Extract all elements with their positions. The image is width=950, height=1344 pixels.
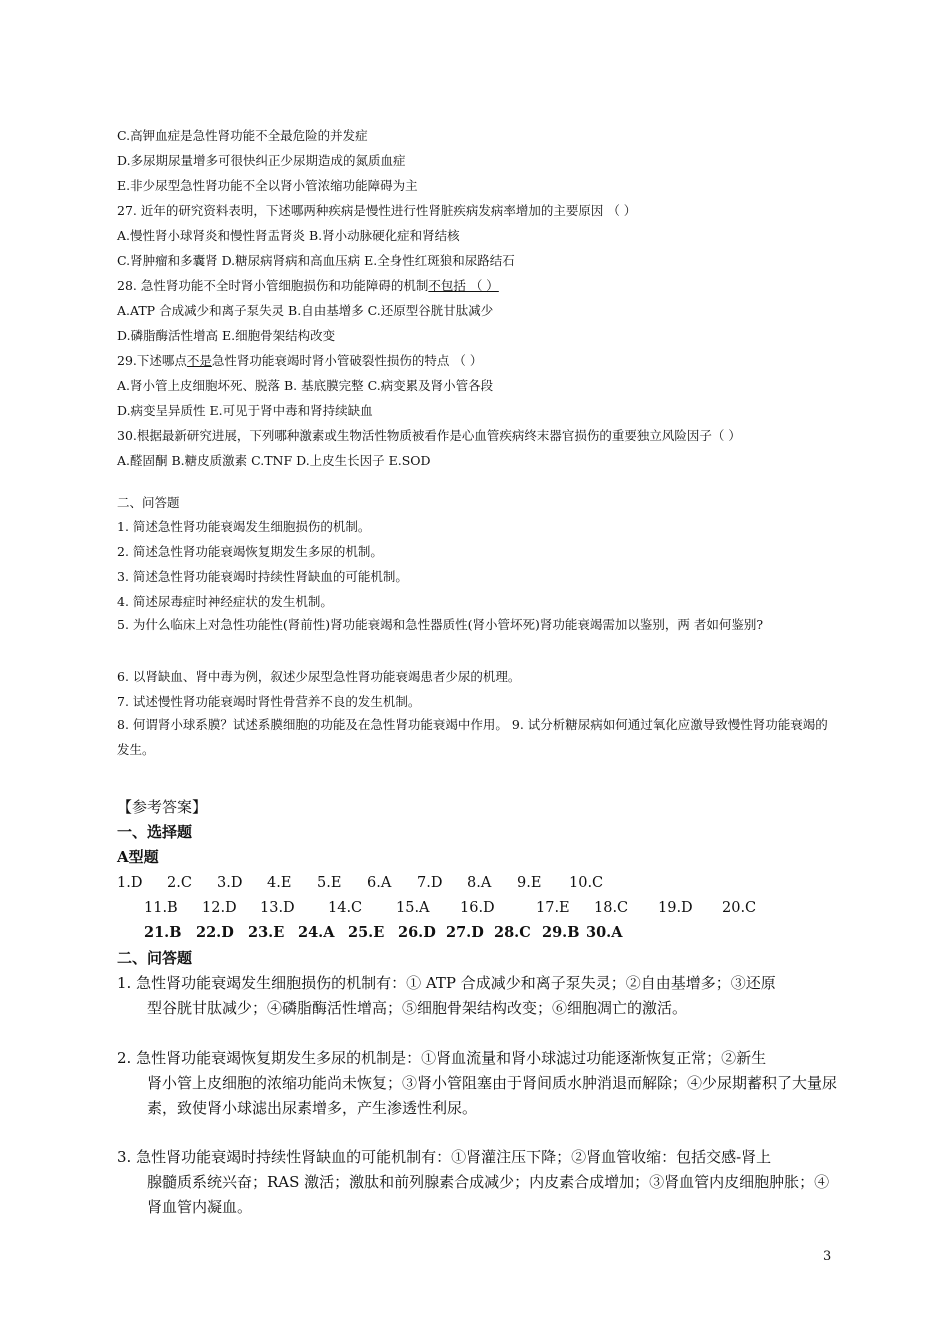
- answers-section-choice: 一、选择题: [117, 823, 193, 841]
- question-28-text: 28. 急性肾功能不全时肾小管细胞损伤和功能障碍的机制: [117, 278, 429, 293]
- answer-key: 6.A: [367, 875, 392, 891]
- question-28-options-b: D.磷脂酶活性增高 E.细胞骨架结构改变: [117, 328, 336, 343]
- answer-key: 22.D: [196, 924, 234, 941]
- short-answer-item: 6. 以肾缺血、肾中毒为例，叙述少尿型急性肾功能衰竭患者少尿的机理。: [117, 669, 521, 684]
- short-answer-title: 二、问答题: [117, 495, 180, 510]
- short-answer-item: 5. 为什么临床上对急性功能性(肾前性)肾功能衰竭和急性器质性(肾小管坏死)肾功能衰竭需加以鉴别，两 者如何鉴别?: [117, 617, 764, 632]
- answer-key: 11.B: [144, 900, 178, 916]
- answer-key-row-1: [117, 873, 603, 893]
- question-29: [117, 353, 482, 369]
- answer-key: 19.D: [658, 900, 693, 916]
- short-answer-item: 8. 何谓肾小球系膜？试述系膜细胞的功能及在急性肾功能衰竭中作用。 9. 试分析糖尿病如何通过氧化应激导致慢性肾功能衰竭的发生。: [117, 717, 828, 757]
- question-29-underlined: 不是: [186, 353, 212, 368]
- answer-key: 15.A: [396, 900, 430, 916]
- question-28-underlined: 不包括 （ ）: [428, 278, 499, 293]
- answer-key: 16.D: [460, 900, 495, 916]
- answer-key: 12.D: [202, 900, 237, 916]
- answer-1-first-line: 1. 急性肾功能衰竭发生细胞损伤的机制有：① ATP 合成减少和离子泵失灵；②自由基增多；③还原: [117, 974, 776, 992]
- answer-key: 26.D: [398, 924, 436, 941]
- question-29-options-b: D.病变呈异质性 E.可见于肾中毒和肾持续缺血: [117, 403, 373, 418]
- answer-key: 5.E: [317, 875, 342, 891]
- question-29-pre: 29.下述哪点: [117, 353, 187, 368]
- page-number: 3: [823, 1249, 832, 1264]
- answer-key: 17.E: [536, 900, 570, 916]
- answer-key: 1.D: [117, 875, 143, 891]
- mcq-option-line: E.非少尿型急性肾功能不全以肾小管浓缩功能障碍为主: [117, 178, 418, 193]
- question-28-options-a: A.ATP 合成减少和离子泵失灵 B.自由基增多 C.还原型谷胱甘肽减少: [117, 303, 494, 318]
- question-29-post: 急性肾功能衰竭时肾小管破裂性损伤的特点 （ ）: [211, 353, 483, 368]
- mcq-option-line: D.多尿期尿量增多可很快纠正少尿期造成的氮质血症: [117, 153, 406, 168]
- answer-3-rest: 腺髓质系统兴奋；RAS 激活；激肽和前列腺素合成减少；内皮素合成增加；③肾血管内皮细胞肿胀；④肾血管内凝血。: [147, 1173, 830, 1216]
- answers-section-short: 二、问答题: [117, 949, 193, 967]
- answer-key: 14.C: [328, 900, 363, 916]
- question-27: 27. 近年的研究资料表明，下述哪两种疾病是慢性进行性肾脏疾病发病率增加的主要原因 （ ）: [117, 203, 637, 218]
- answer-key: 9.E: [517, 875, 542, 891]
- question-29-options-a: A.肾小管上皮细胞坏死、脱落 B. 基底膜完整 C.病变累及肾小管各段: [117, 378, 494, 393]
- answer-paragraph-3: [117, 1145, 837, 1220]
- question-27-options-a: A.慢性肾小球肾炎和慢性肾盂肾炎 B.肾小动脉硬化症和肾结核: [117, 228, 460, 243]
- answer-2-rest: 肾小管上皮细胞的浓缩功能尚未恢复；③肾小管阻塞由于肾间质水肿消退而解除；④少尿期蓄积了大量尿素，致使肾小球滤出尿素增多，产生渗透性利尿。: [147, 1074, 838, 1117]
- answer-key-row-3: [144, 923, 622, 943]
- answer-1-rest: 型谷胱甘肽减少；④磷脂酶活性增高；⑤细胞骨架结构改变；⑥细胞凋亡的激活。: [147, 999, 688, 1017]
- short-answer-item: 2. 简述急性肾功能衰竭恢复期发生多尿的机制。: [117, 544, 383, 559]
- mcq-option-line: C.高钾血症是急性肾功能不全最危险的并发症: [117, 128, 368, 143]
- answers-title: 【参考答案】: [117, 798, 208, 816]
- answer-key: 13.D: [260, 900, 295, 916]
- answer-key: 24.A: [298, 924, 335, 941]
- answer-key: 23.E: [248, 924, 285, 941]
- answer-key: 4.E: [267, 875, 292, 891]
- answer-2-first-line: 2. 急性肾功能衰竭恢复期发生多尿的机制是：①肾血流量和肾小球滤过功能逐渐恢复正常；②新生: [117, 1049, 767, 1067]
- answer-key: 10.C: [569, 875, 604, 891]
- answer-paragraph-2: [117, 1046, 837, 1121]
- answers-type-a: A型题: [117, 848, 159, 866]
- answer-paragraph-1: [117, 971, 837, 1021]
- question-30: 30.根据最新研究进展，下列哪种激素或生物活性物质被看作是心血管疾病终末器官损伤的重要独立风险因子（ ）: [117, 428, 741, 443]
- short-answer-item: 4. 简述尿毒症时神经症状的发生机制。: [117, 594, 333, 609]
- question-28: [117, 278, 499, 294]
- answer-key: 2.C: [167, 875, 192, 891]
- answer-key: 30.A: [586, 924, 623, 941]
- answer-key: 3.D: [217, 875, 243, 891]
- short-answer-item: 7. 试述慢性肾功能衰竭时肾性骨营养不良的发生机制。: [117, 694, 421, 709]
- answer-key: 28.C: [494, 924, 531, 941]
- answer-3-first-line: 3. 急性肾功能衰竭时持续性肾缺血的可能机制有：①肾灌注压下降；②肾血管收缩：包括交感-肾上: [117, 1148, 772, 1166]
- question-27-options-b: C.肾肿瘤和多囊肾 D.糖尿病肾病和高血压病 E.全身性红斑狼和尿路结石: [117, 253, 515, 268]
- answer-key: 7.D: [417, 875, 443, 891]
- answer-key: 18.C: [594, 900, 629, 916]
- answer-key: 27.D: [446, 924, 484, 941]
- answer-key: 21.B: [144, 924, 182, 941]
- short-answer-item: 1. 简述急性肾功能衰竭发生细胞损伤的机制。: [117, 519, 371, 534]
- short-answer-item: 3. 简述急性肾功能衰竭时持续性肾缺血的可能机制。: [117, 569, 408, 584]
- answer-key: 25.E: [348, 924, 385, 941]
- question-30-options: A.醛固酮 B.糖皮质激素 C.TNF D.上皮生长因子 E.SOD: [117, 453, 431, 468]
- answer-key-row-2: [144, 898, 756, 918]
- answer-key: 29.B: [542, 924, 580, 941]
- answer-key: 20.C: [722, 900, 757, 916]
- answer-key: 8.A: [467, 875, 492, 891]
